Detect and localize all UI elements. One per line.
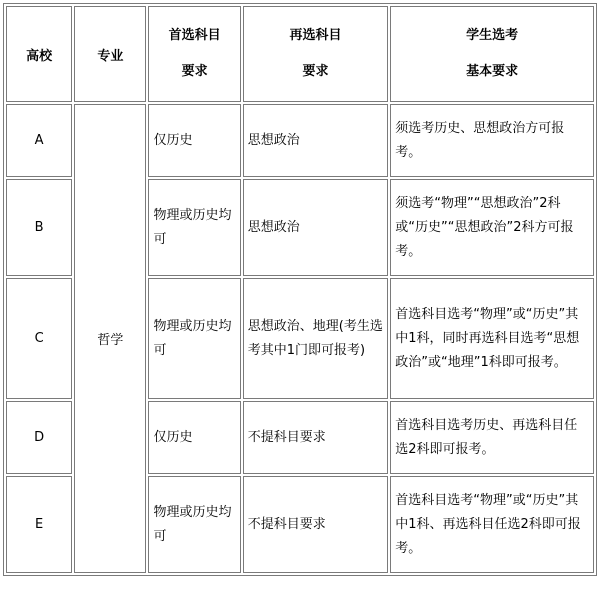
school-cell: D [6, 401, 72, 474]
major-cell: 哲学 [74, 104, 146, 573]
first-subject-cell: 仅历史 [148, 104, 240, 177]
header-first-subject-line2: 要求 [181, 64, 208, 79]
school-cell: C [6, 278, 72, 399]
school-cell: E [6, 476, 72, 573]
second-subject-cell: 不提科目要求 [243, 401, 389, 474]
second-subject-cell: 思想政治 [243, 104, 389, 177]
basic-requirement-cell: 须选考历史、思想政治方可报考。 [390, 104, 594, 177]
header-major: 专业 [74, 6, 146, 102]
basic-requirement-cell: 须选考“物理”“思想政治”2科或“历史”“思想政治”2科方可报考。 [390, 179, 594, 276]
table-row [6, 104, 594, 177]
school-cell: A [6, 104, 72, 177]
header-basic-line2: 基本要求 [466, 64, 519, 79]
first-subject-cell: 物理或历史均可 [148, 179, 240, 276]
subject-requirements-table [3, 3, 597, 576]
second-subject-cell: 思想政治 [243, 179, 389, 276]
second-subject-cell: 不提科目要求 [243, 476, 389, 573]
header-basic-line1: 学生选考 [466, 28, 519, 43]
header-second-subject [243, 6, 389, 102]
school-cell: B [6, 179, 72, 276]
basic-requirement-cell: 首选科目选考“物理”或“历史”其中1科、再选科目任选2科即可报考。 [390, 476, 594, 573]
header-school: 高校 [6, 6, 72, 102]
basic-requirement-cell: 首选科目选考“物理”或“历史”其中1科，同时再选科目选考“思想政治”或“地理”1科即可报考。 [390, 278, 594, 399]
header-second-subject-line2: 要求 [302, 64, 329, 79]
basic-requirement-cell: 首选科目选考历史、再选科目任选2科即可报考。 [390, 401, 594, 474]
header-row [6, 6, 594, 102]
first-subject-cell: 物理或历史均可 [148, 476, 240, 573]
first-subject-cell: 仅历史 [148, 401, 240, 474]
second-subject-cell: 思想政治、地理(考生选考其中1门即可报考) [243, 278, 389, 399]
header-basic-requirement [390, 6, 594, 102]
first-subject-cell: 物理或历史均可 [148, 278, 240, 399]
header-first-subject-line1: 首选科目 [168, 28, 221, 43]
header-second-subject-line1: 再选科目 [289, 28, 342, 43]
header-first-subject [148, 6, 240, 102]
